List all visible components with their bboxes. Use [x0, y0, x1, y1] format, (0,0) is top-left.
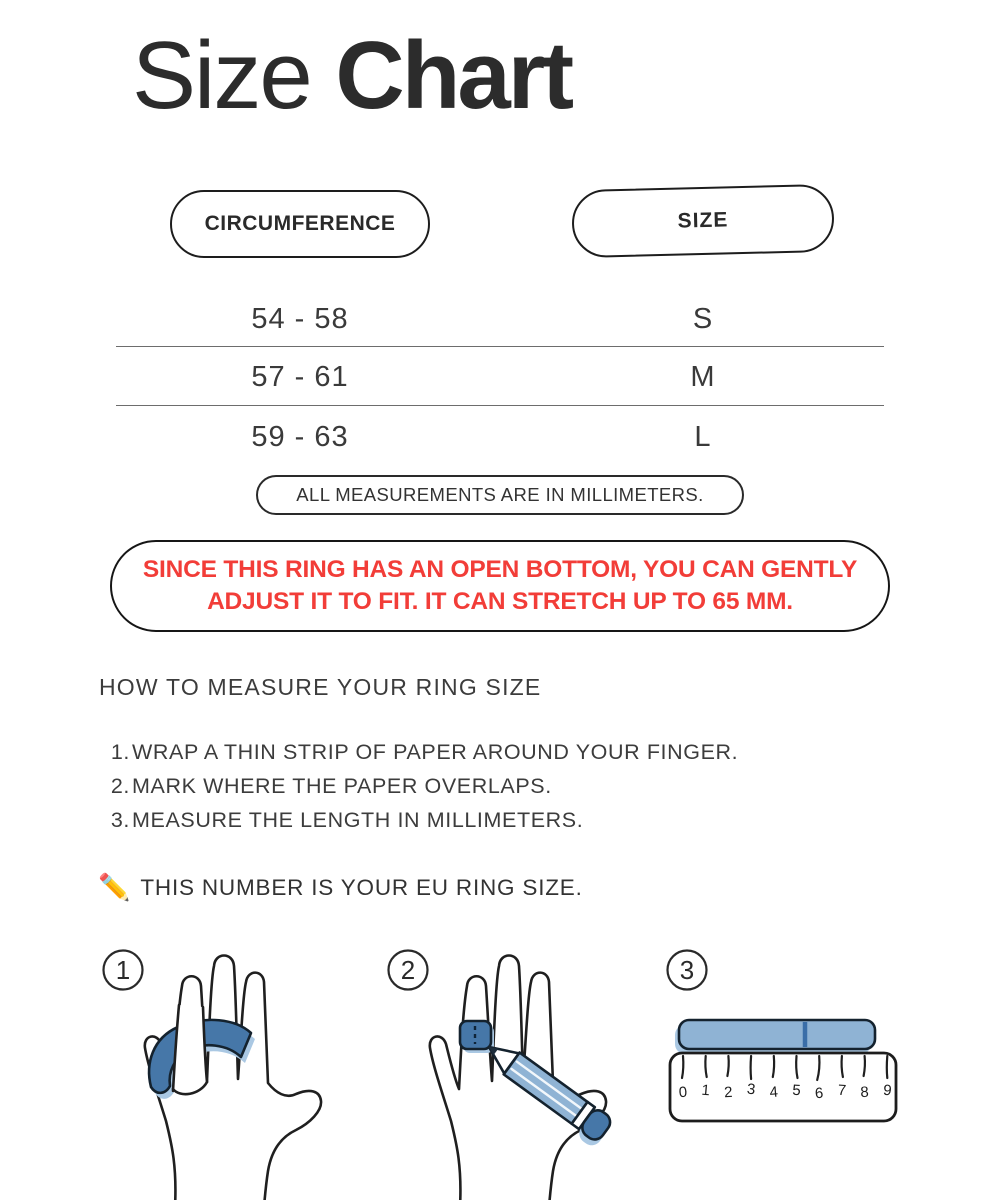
pencil-emoji-icon: ✏️ [98, 872, 131, 902]
circumference-header-label: CIRCUMFERENCE [204, 212, 396, 235]
table-row [0, 415, 1000, 459]
warning-text: SINCE THIS RING HAS AN OPEN BOTTOM, YOU CAN GENTLY [142, 556, 858, 583]
tip-line [98, 872, 583, 903]
ruler-illustration [650, 935, 930, 1200]
page-title [132, 22, 572, 129]
paper-strip [679, 1020, 875, 1049]
tick-label: 2 [723, 1083, 733, 1102]
size-header-pill [571, 184, 835, 258]
page-title-bold: Chart [335, 22, 572, 129]
step-number: 3. [110, 808, 130, 832]
step-text: MARK WHERE THE PAPER OVERLAPS. [132, 774, 552, 798]
units-note-text: ALL MEASUREMENTS ARE IN MILLIMETERS. [296, 484, 704, 505]
circumference-value: 54 - 58 [251, 302, 349, 335]
tip-text: THIS NUMBER IS YOUR EU RING SIZE. [140, 874, 583, 900]
tick-label: 1 [700, 1081, 711, 1100]
size-value: L [694, 420, 712, 453]
size-value: S [692, 302, 714, 335]
list-item [103, 740, 738, 774]
page-title-light: Size [132, 22, 311, 129]
step-number: 2. [110, 774, 130, 798]
tick-label: 7 [837, 1081, 847, 1100]
step-text: MEASURE THE LENGTH IN MILLIMETERS. [132, 808, 584, 832]
list-item [103, 808, 738, 842]
hand-paper-strip-illustration [90, 935, 370, 1200]
circumference-header-pill [170, 190, 430, 258]
units-note-pill [256, 475, 744, 515]
warning-pill [110, 540, 890, 632]
step-badge-number: 2 [400, 955, 416, 985]
tick-label: 0 [678, 1083, 688, 1102]
hand-pencil-illustration [375, 935, 655, 1200]
howto-steps-list [103, 740, 738, 842]
tick-label: 5 [791, 1081, 802, 1100]
circumference-value: 59 - 63 [251, 420, 349, 453]
circumference-value: 57 - 61 [251, 360, 349, 393]
howto-heading: HOW TO MEASURE YOUR RING SIZE [99, 674, 542, 700]
row-divider [116, 405, 884, 406]
table-row [0, 355, 1000, 399]
tick-label: 8 [859, 1083, 870, 1102]
size-value: M [690, 360, 716, 393]
step-badge-number: 3 [679, 955, 695, 985]
tick-label: 6 [814, 1084, 824, 1103]
tick-label: 4 [768, 1083, 779, 1102]
step-badge-number: 1 [115, 955, 131, 985]
step-number: 1. [110, 740, 130, 764]
row-divider [116, 346, 884, 347]
size-header-label: SIZE [677, 208, 729, 233]
tick-label: 3 [746, 1080, 757, 1099]
tick-label: 9 [882, 1081, 893, 1100]
warning-text-line2: ADJUST IT TO FIT. IT CAN STRETCH UP TO 65 MM. [207, 588, 793, 615]
table-row [0, 297, 1000, 341]
step-text: WRAP A THIN STRIP OF PAPER AROUND YOUR FINGER. [132, 740, 739, 764]
list-item [103, 774, 738, 808]
